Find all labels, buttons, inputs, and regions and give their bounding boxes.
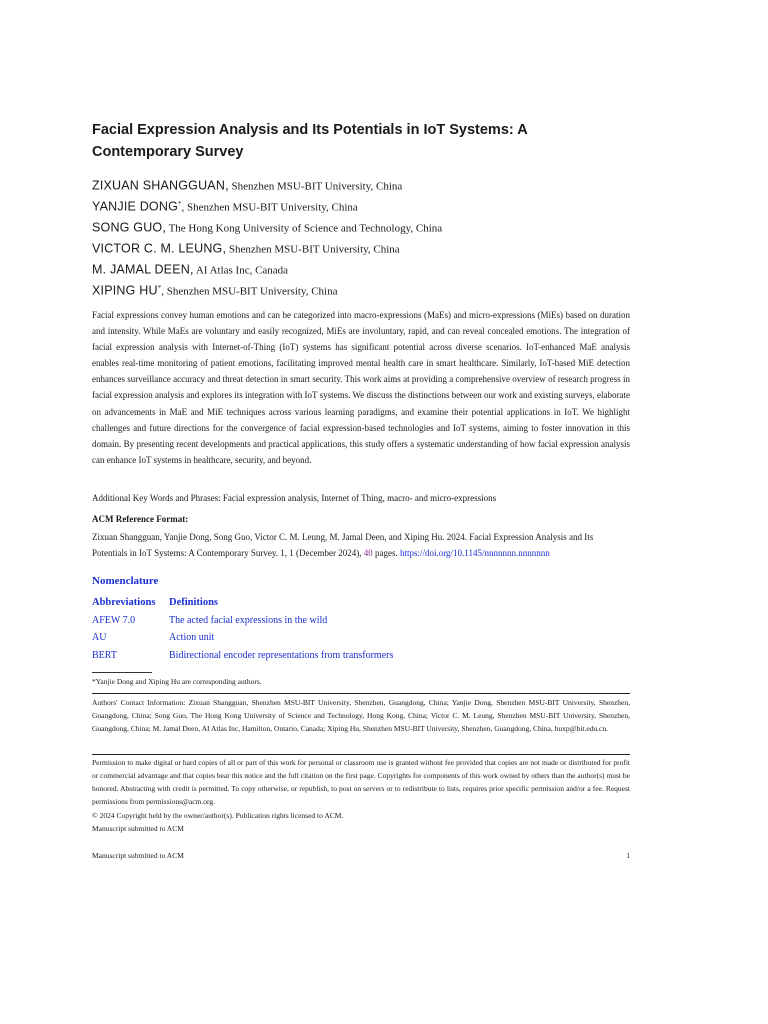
author-name: XIPING HU	[92, 283, 158, 298]
author-line	[92, 260, 288, 278]
abbreviation-link[interactable]: BERT	[92, 649, 117, 661]
divider	[92, 754, 630, 755]
divider	[92, 693, 630, 694]
definition-link[interactable]: The acted facial expressions in the wild	[169, 614, 328, 626]
corresponding-footnote: *Yanjie Dong and Xiping Hu are corresponding authors.	[92, 677, 262, 686]
author-line	[92, 239, 400, 257]
author-line	[92, 281, 338, 299]
doi-link[interactable]: https://doi.org/10.1145/nnnnnnn.nnnnnnn	[399, 548, 550, 558]
running-footer: Manuscript submitted to ACM	[92, 851, 184, 860]
author-name: M. JAMAL DEEN,	[92, 262, 194, 277]
author-affiliation: , Shenzhen MSU-BIT University, China	[161, 285, 338, 298]
definition-link[interactable]: Action unit	[169, 632, 215, 644]
author-name: VICTOR C. M. LEUNG,	[92, 241, 227, 256]
table-row	[92, 650, 393, 668]
author-mark: *	[157, 284, 162, 292]
author-line	[92, 176, 402, 194]
abbreviation-link[interactable]: AU	[92, 632, 107, 644]
abbreviation-link[interactable]: AFEW 7.0	[92, 614, 136, 626]
contact-information: Authors' Contact Information: Zixuan Shangguan, Shenzhen MSU-BIT University, Shenzhen, Guangdong, China; Yanjie Dong, Shenzhen MSU-BIT University, Shenzhen, Guangdong, China; Song Guo, The Hong Kong University of Science and Technology, Hong Kong, China; Victor C. M. Leung, Shenzhen MSU-BIT University, Shenzhen, Guangdong, China; M. Jamal Deen, AI Atlas Inc, Hamilton, Ontario, Canada; Xiping Hu, Shenzhen MSU-BIT University, Shenzhen, Guangdong, China, huxp@bit.edu.cn.	[92, 698, 630, 733]
paper-title: Facial Expression Analysis and Its Potentials in IoT Systems: A Contemporary Survey	[92, 122, 528, 160]
page-count-link[interactable]: 40	[363, 548, 373, 558]
permission-notice: Permission to make digital or hard copies of all or part of this work for personal or classroom use is granted without fee provided that copies are not made or distributed for profit or commercial advantage and that copies bear this notice and the full citation on the first page. Copyrights for components of this work owned by others than the author(s) must be honored. Abstracting with credit is permitted. To copy otherwise, or republish, to post on servers or to redistribute to lists, requires prior specific permission and/or a fee. Request permissions from permissions@acm.org.	[92, 758, 630, 806]
author-line	[92, 197, 358, 215]
table-header-row	[92, 597, 393, 615]
column-header-definitions: Definitions	[169, 597, 219, 608]
footnote-divider	[92, 672, 152, 673]
definition-link[interactable]: Bidirectional encoder representations from transformers	[169, 649, 394, 661]
nomenclature-heading: Nomenclature	[92, 575, 159, 587]
submission-note: Manuscript submitted to ACM	[92, 824, 184, 833]
author-affiliation: , Shenzhen MSU-BIT University, China	[181, 201, 358, 214]
column-header-abbreviations: Abbreviations	[92, 597, 156, 608]
author-affiliation: Shenzhen MSU-BIT University, China	[228, 180, 403, 193]
acm-reference-body: Zixuan Shangguan, Yanjie Dong, Song Guo, Victor C. M. Leung, M. Jamal Deen, and Xiping Hu. 2024. Facial Expression Analysis and Its Potentials in IoT Systems: A Contemporary Survey. 1, 1 (December 2024),	[92, 532, 594, 558]
nomenclature-table	[92, 597, 393, 667]
copyright-line: © 2024 Copyright held by the owner/author(s). Publication rights licensed to ACM.	[92, 811, 344, 820]
author-line	[92, 218, 442, 236]
author-affiliation: AI Atlas Inc, Canada	[193, 264, 289, 277]
abstract: Facial expressions convey human emotions and can be categorized into macro-expressions (MaEs) and micro-expressions (MiEs) based on duration and intensity. While MaEs are voluntary and easily recognized, MiEs are involuntary, rapid, and can reveal concealed emotions. The integration of facial expression analysis with Internet-of-Thing (IoT) systems has significant potential across diverse scenarios. IoT-enhanced MaE analysis enables real-time monitoring of patient emotions, facilitating improved mental health care in smart healthcare. Similarly, IoT-based MiE detection enhances surveillance accuracy and threat detection in smart security. This work aims at providing a comprehensive overview of research progress in facial expression analysis and explores its integration with IoT systems. We discuss the distinctions between our work and existing surveys, elaborate on advancements in MaE and MiE techniques across various learning paradigms, and examine their potential applications in IoT. We highlight challenges and future directions for the convergence of facial expression-based technologies and IoT systems, aiming to foster innovation in this domain. By presenting recent developments and practical applications, this study offers a systematic understanding of how facial expression analysis can enhance IoT systems in healthcare, security, and beyond.	[92, 310, 630, 465]
page-number: 1	[626, 851, 630, 860]
acm-reference-heading: ACM Reference Format:	[92, 514, 189, 524]
acm-reference-text	[92, 529, 630, 561]
table-row	[92, 615, 393, 633]
author-name: SONG GUO,	[92, 220, 167, 235]
acm-reference-pages: pages.	[372, 548, 400, 558]
author-name: ZIXUAN SHANGGUAN,	[92, 178, 229, 193]
keywords: Additional Key Words and Phrases: Facial expression analysis, Internet of Thing, macro- and micro-expressions	[92, 493, 497, 503]
author-affiliation: Shenzhen MSU-BIT University, China	[226, 243, 400, 256]
author-name: YANJIE DONG	[92, 199, 179, 214]
table-row	[92, 632, 393, 650]
author-mark: *	[178, 200, 182, 208]
author-affiliation: The Hong Kong University of Science and Technology, China	[166, 222, 443, 235]
